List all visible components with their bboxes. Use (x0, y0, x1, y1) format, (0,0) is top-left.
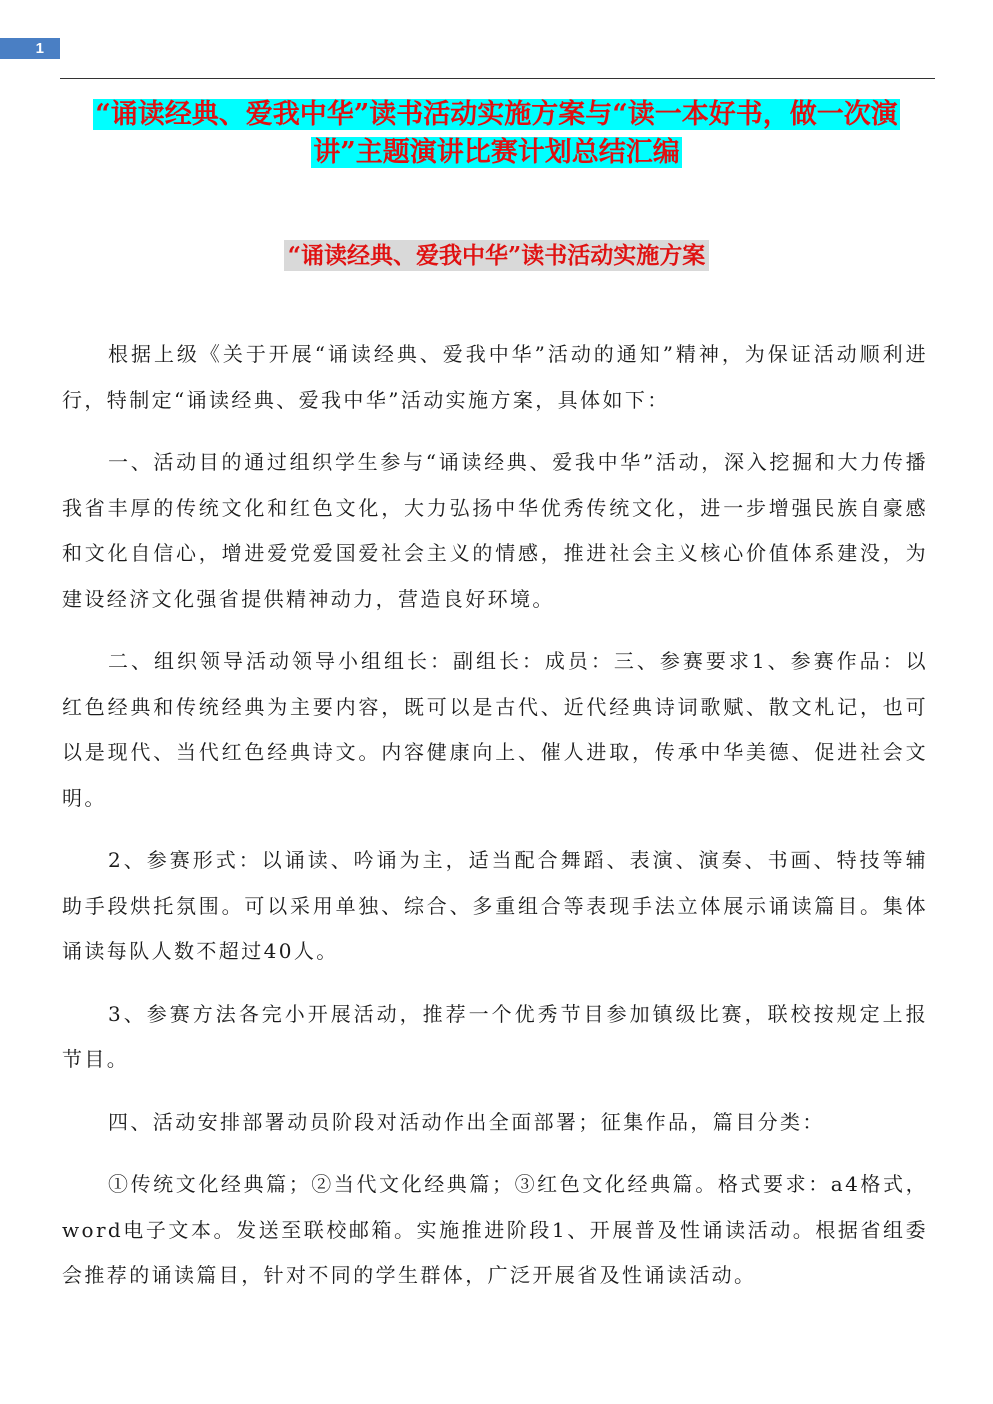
paragraph-organization: 二、组织领导活动领导小组组长：副组长：成员：三、参赛要求1、参赛作品：以红色经典和传统经典为主要内容，既可以是古代、近代经典诗词歌赋、散文札记，也可以是现代、当代红色经典诗文。内容健康向上、催人进取，传承中华美德、促进社会文明。 (62, 649, 928, 810)
page-number-badge: 1 (0, 38, 60, 59)
document-title-text: “诵读经典、爱我中华”读书活动实施方案与“读一本好书，做一次演讲”主题演讲比赛计划总结汇编 (95, 99, 898, 168)
paragraph-purpose: 一、活动目的通过组织学生参与“诵读经典、爱我中华”活动，深入挖掘和大力传播我省丰厚的传统文化和红色文化，大力弘扬中华优秀传统文化，进一步增强民族自豪感和文化自信心，增进爱党爱国爱社会主义的情感，推进社会主义核心价值体系建没，为建设经济文化强省提供精神动力，营造良好环境。 (62, 450, 928, 611)
section-title (60, 237, 933, 275)
document-body (62, 332, 928, 1316)
paragraph-format: 2、参赛形式：以诵读、吟诵为主，适当配合舞蹈、表演、演奏、书画、特技等辅助手段烘托氛围。可以采用单独、综合、多重组合等表现手法立体展示诵读篇目。集体诵读每队人数不超过40人。 (62, 848, 928, 963)
paragraph-schedule: 四、活动安排部署动员阶段对活动作出全面部署；征集作品，篇目分类： (108, 1109, 825, 1134)
paragraph-intro: 根据上级《关于开展“诵读经典、爱我中华”活动的通知”精神，为保证活动顺利进行，特制定“诵读经典、爱我中华”活动实施方案，具体如下： (62, 342, 928, 412)
paragraph-categories: ①传统文化经典篇；②当代文化经典篇；③红色文化经典篇。格式要求：a4格式，word电子文本。发送至联校邮箱。实施推进阶段1、开展普及性诵读活动。根据省组委会推荐的诵读篇目，针对不同的学生群体，广泛开展省及性诵读活动。 (62, 1172, 928, 1287)
paragraph-method: 3、参赛方法各完小开展活动，推荐一个优秀节目参加镇级比赛，联校按规定上报节目。 (62, 1001, 928, 1071)
section-title-text: “诵读经典、爱我中华”读书活动实施方案 (284, 240, 709, 271)
document-title (60, 96, 933, 172)
header-rule (60, 78, 935, 79)
